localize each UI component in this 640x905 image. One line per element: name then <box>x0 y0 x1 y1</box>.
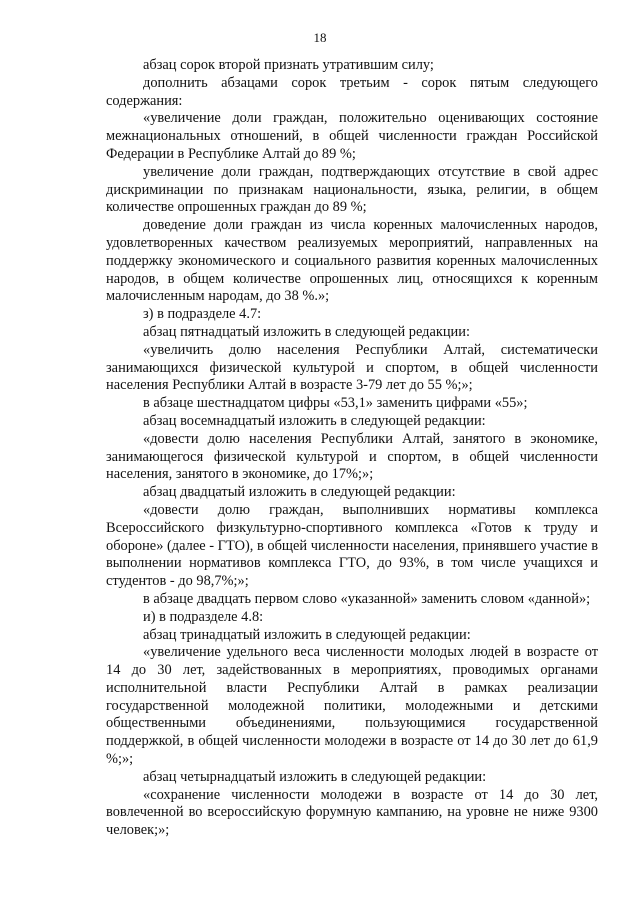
paragraph: и) в подразделе 4.8: <box>143 608 264 625</box>
paragraph: «увеличение удельного веса численности молодых людей в возрасте от 14 до 30 лет, задействованных в мероприятиях, проводимых органами исполнительной власти Республики Алтай в рамках реализации государственной молодежной политики, молодежными и детскими общественными объединениями, пользующимися государственной поддержкой, в общей численности молодежи в возрасте от 14 до 30 лет до 61,9 %;»; <box>106 644 598 768</box>
paragraph: абзац тринадцатый изложить в следующей редакции: <box>143 626 471 643</box>
paragraph: абзац двадцатый изложить в следующей редакции: <box>143 484 456 501</box>
paragraph: з) в подразделе 4.7: <box>143 306 262 323</box>
paragraph: «довести долю населения Республики Алтай, занятого в экономике, занимающегося физической культурой и спортом, в общей численности населения, занятого в экономике, до 17%;»; <box>106 430 598 483</box>
paragraph: «увеличить долю населения Республики Алтай, систематически занимающихся физической культурой и спортом, в общей численности населения Республики Алтай в возрасте 3-79 лет до 55 %;»; <box>106 341 598 394</box>
paragraph: в абзаце двадцать первом слово «указанной» заменить словом «данной»; <box>143 590 591 607</box>
paragraph: абзац пятнадцатый изложить в следующей редакции: <box>143 323 470 340</box>
document-body <box>106 57 598 840</box>
paragraph: увеличение доли граждан, подтверждающих отсутствие в свой адрес дискриминации по признакам национальности, языка, религии, в общем количестве опрошенных граждан до 89 %; <box>106 163 598 216</box>
paragraph: в абзаце шестнадцатом цифры «53,1» заменить цифрами «55»; <box>143 395 528 412</box>
paragraph: «увеличение доли граждан, положительно оценивающих состояние межнациональных отношений, в общей численности граждан Российской Федерации в Республике Алтай до 89 %; <box>106 110 598 162</box>
paragraph: доведение доли граждан из числа коренных малочисленных народов, удовлетворенных качеством реализуемых мероприятий, направленных на поддержку экономического и социального развития коренных малочисленных народов, в общем количестве опрошенных лиц, относящихся к коренным малочисленным народам, до 38 %.»; <box>106 217 598 305</box>
paragraph: «довести долю граждан, выполнивших нормативы комплекса Всероссийского физкультурно-спортивного комплекса «Готов к труду и обороне» (далее - ГТО), в общей численности населения, принявшего участие в выполнении нормативов комплекса ГТО, до 93%, в том числе учащихся и студентов - до 98,7%;»; <box>106 501 598 590</box>
paragraph: дополнить абзацами сорок третьим - сорок пятым следующего содержания: <box>106 74 598 109</box>
paragraph: абзац сорок второй признать утратившим силу; <box>143 57 434 73</box>
paragraph: абзац четырнадцатый изложить в следующей редакции: <box>143 768 487 785</box>
paragraph: «сохранение численности молодежи в возрасте от 14 до 30 лет, вовлеченной во всероссийскую форумную кампанию, на уровне не ниже 9300 человек;»; <box>106 786 598 839</box>
paragraph: абзац восемнадцатый изложить в следующей редакции: <box>143 412 486 429</box>
page-number: 18 <box>313 30 327 45</box>
